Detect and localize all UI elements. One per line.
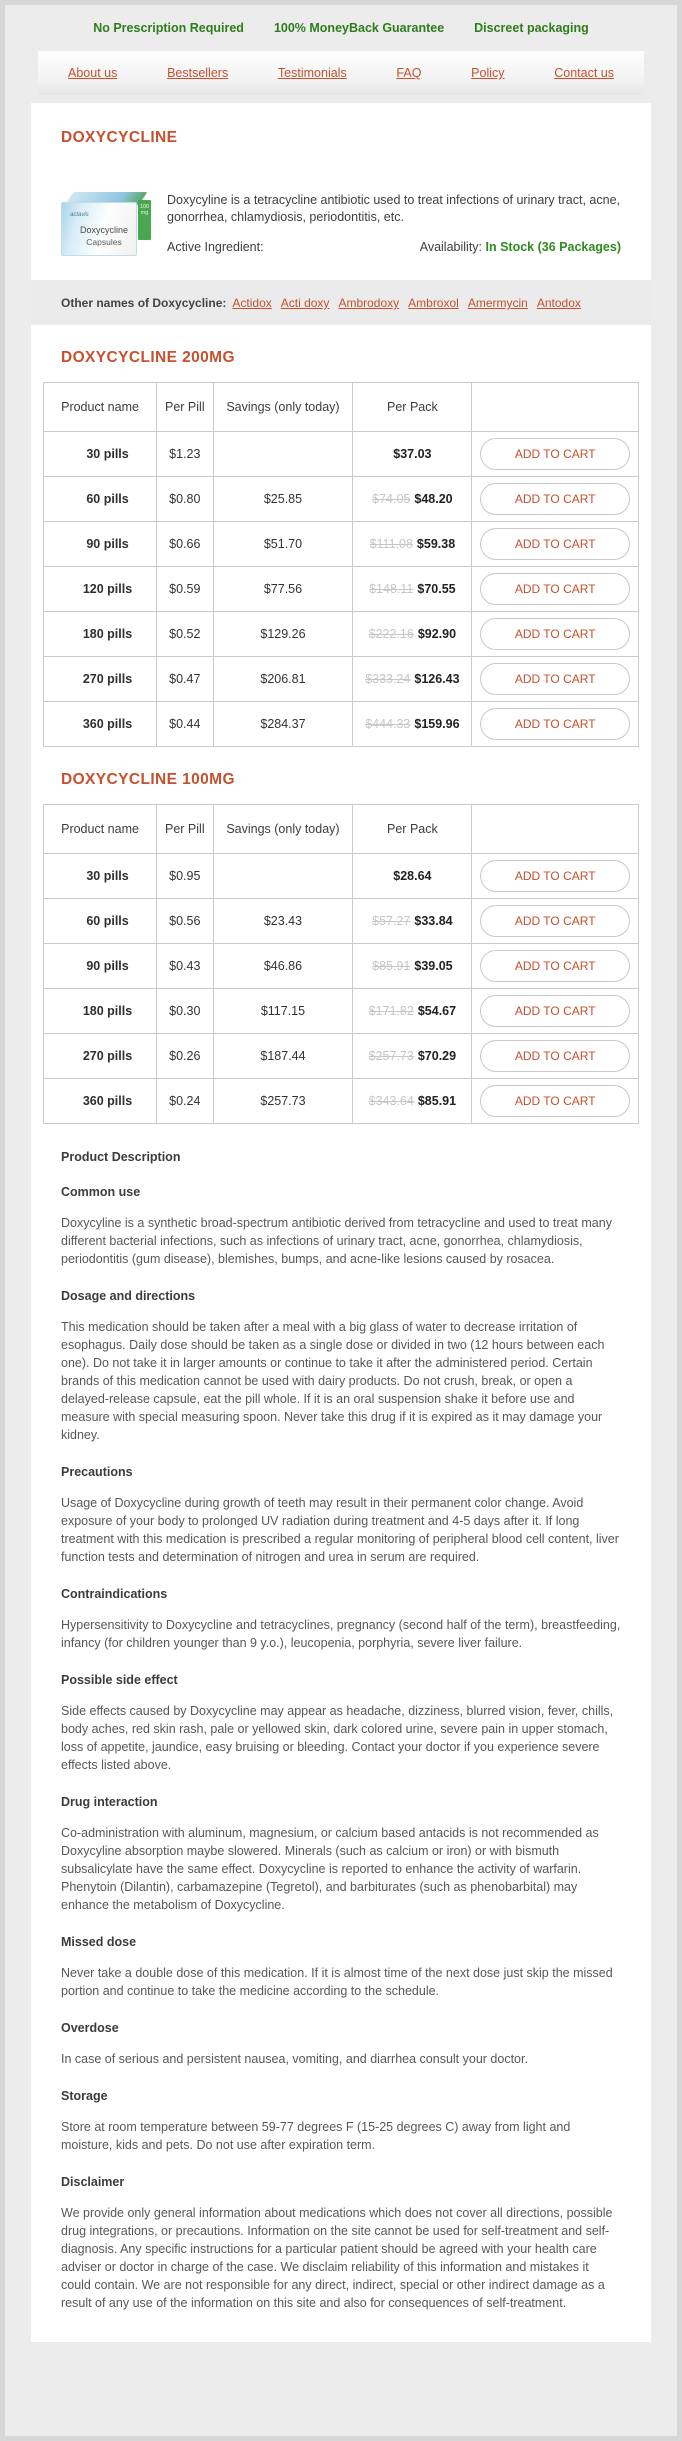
add-to-cart-button[interactable]: ADD TO CART bbox=[480, 483, 630, 515]
cell-cart bbox=[472, 702, 639, 747]
pill-box-face bbox=[61, 202, 137, 256]
col-product-name: Product name bbox=[44, 383, 157, 432]
availability bbox=[420, 240, 621, 254]
section-text: Doxycyline is a synthetic broad-spectrum antibiotic derived from tetracycline and used to treat many different bacterial infections, such as infections of urinary tract, acne, gonorrhea, chlamydiosis, periodontitis (gum disease), blemishes, bumps, and acne-like lesions caused by rosacea. bbox=[61, 1216, 612, 1266]
current-price: $70.55 bbox=[417, 582, 456, 596]
pill-box-dose: 100 mg bbox=[138, 200, 151, 240]
section-text: Store at room temperature between 59-77 degrees F (15-25 degrees C) away from light and moisture, kids and pets. Do not use after expiration term. bbox=[61, 2120, 571, 2152]
cell-per-pack bbox=[353, 989, 472, 1034]
cell-per-pack bbox=[353, 567, 472, 612]
col-cart bbox=[472, 805, 639, 854]
main-content bbox=[31, 103, 651, 2342]
price-row bbox=[44, 522, 639, 567]
price-row bbox=[44, 1034, 639, 1079]
price-row bbox=[44, 612, 639, 657]
cell-per-pill: $0.66 bbox=[157, 522, 214, 567]
cell-product-name: 90 pills bbox=[44, 522, 157, 567]
cell-product-name: 180 pills bbox=[44, 612, 157, 657]
cell-savings: $77.56 bbox=[213, 567, 353, 612]
cell-per-pill: $0.95 bbox=[157, 854, 214, 899]
col-per-pack: Per Pack bbox=[353, 383, 472, 432]
current-price: $28.64 bbox=[393, 869, 432, 883]
old-price: $171.82 bbox=[368, 1004, 414, 1018]
section-heading: Contraindications bbox=[61, 1587, 168, 1601]
current-price: $59.38 bbox=[416, 537, 456, 551]
active-ingredient-label: Active Ingredient: bbox=[167, 240, 264, 254]
cell-product-name: 30 pills bbox=[44, 854, 157, 899]
cell-cart bbox=[472, 657, 639, 702]
price-row bbox=[44, 989, 639, 1034]
other-names-links bbox=[232, 296, 590, 310]
add-to-cart-button[interactable]: ADD TO CART bbox=[480, 1040, 630, 1072]
cell-cart bbox=[472, 1034, 639, 1079]
price-row bbox=[44, 944, 639, 989]
price-row bbox=[44, 657, 639, 702]
add-to-cart-button[interactable]: ADD TO CART bbox=[480, 618, 630, 650]
price-row bbox=[44, 432, 639, 477]
cell-cart bbox=[472, 989, 639, 1034]
current-price: $85.91 bbox=[417, 1094, 457, 1108]
price-row bbox=[44, 702, 639, 747]
section-heading: Drug interaction bbox=[61, 1795, 158, 1809]
other-name-link[interactable]: Acti doxy bbox=[280, 296, 330, 310]
section-heading: Product Description bbox=[61, 1150, 181, 1164]
nav-link[interactable]: Bestsellers bbox=[167, 66, 229, 80]
cell-savings bbox=[213, 854, 353, 899]
cell-per-pack bbox=[353, 477, 472, 522]
benefit-item: 100% MoneyBack Guarantee bbox=[273, 21, 445, 35]
section-heading: Storage bbox=[61, 2089, 108, 2103]
product-info bbox=[167, 192, 621, 258]
current-price: $70.29 bbox=[417, 1049, 457, 1063]
product-description: Doxycyline is a tetracycline antibiotic used to treat infections of urinary tract, acne, gonorrhea, chlamydiosis, periodontitis, etc. bbox=[167, 193, 620, 224]
current-price: $159.96 bbox=[414, 717, 460, 731]
cell-product-name: 120 pills bbox=[44, 567, 157, 612]
current-price: $92.90 bbox=[417, 627, 457, 641]
add-to-cart-button[interactable]: ADD TO CART bbox=[480, 708, 630, 740]
cell-per-pack bbox=[353, 854, 472, 899]
col-per-pill: Per Pill bbox=[157, 805, 214, 854]
table-heading-200mg: DOXYCYCLINE 200MG bbox=[61, 349, 235, 366]
cell-cart bbox=[472, 899, 639, 944]
section-text: Hypersensitivity to Doxycycline and tetracyclines, pregnancy (second half of the term), breastfeeding, infancy (for children younger than 9 y.o.), leucopenia, porphyria, severe liver failure. bbox=[61, 1618, 621, 1650]
cell-product-name: 360 pills bbox=[44, 702, 157, 747]
add-to-cart-button[interactable]: ADD TO CART bbox=[480, 573, 630, 605]
cell-per-pack bbox=[353, 944, 472, 989]
add-to-cart-button[interactable]: ADD TO CART bbox=[480, 1085, 630, 1117]
benefit-item: Discreet packaging bbox=[474, 21, 589, 35]
price-table bbox=[43, 382, 639, 747]
cell-per-pack bbox=[353, 612, 472, 657]
page-title: DOXYCYCLINE bbox=[61, 129, 178, 146]
old-price: $85.91 bbox=[372, 959, 411, 973]
other-name-link[interactable]: Ambrodoxy bbox=[338, 296, 400, 310]
col-cart bbox=[472, 383, 639, 432]
section-heading: Precautions bbox=[61, 1465, 133, 1479]
col-per-pack: Per Pack bbox=[353, 805, 472, 854]
section-heading: Common use bbox=[61, 1185, 141, 1199]
cell-product-name: 360 pills bbox=[44, 1079, 157, 1124]
availability-label: Availability: bbox=[419, 240, 483, 254]
main-nav bbox=[38, 51, 644, 95]
price-row bbox=[44, 854, 639, 899]
cell-savings: $129.26 bbox=[213, 612, 353, 657]
cell-product-name: 90 pills bbox=[44, 944, 157, 989]
cell-per-pill: $0.56 bbox=[157, 899, 214, 944]
other-names-label: Other names of Doxycycline: bbox=[61, 296, 227, 310]
cell-per-pack bbox=[353, 702, 472, 747]
cell-savings: $25.85 bbox=[213, 477, 353, 522]
cell-per-pill: $1.23 bbox=[157, 432, 214, 477]
cell-per-pack bbox=[353, 899, 472, 944]
ingredient-availability-row bbox=[167, 240, 621, 254]
benefit-item: No Prescription Required bbox=[93, 21, 244, 35]
pill-box-name: Doxycycline bbox=[79, 225, 128, 235]
cell-per-pack bbox=[353, 1034, 472, 1079]
other-names-bar bbox=[31, 280, 651, 325]
current-price: $39.05 bbox=[414, 959, 453, 973]
old-price: $57.27 bbox=[372, 914, 411, 928]
cell-per-pill: $0.80 bbox=[157, 477, 214, 522]
availability-value: In Stock (36 Packages) bbox=[485, 240, 621, 254]
cell-savings: $51.70 bbox=[213, 522, 353, 567]
add-to-cart-button[interactable]: ADD TO CART bbox=[480, 438, 630, 470]
old-price: $148.11 bbox=[369, 582, 414, 596]
price-table-200mg bbox=[61, 349, 621, 747]
cell-per-pill: $0.44 bbox=[157, 702, 214, 747]
section-text: We provide only general information about medications which does not cover all directions, possible drug integrations, or precautions. Information on the site cannot be used for self-treatment and self-diagnosis. Any specific instructions for a particular patient should be agreed with your health care adviser or doctor in charge of the case. We disclaim reliability of this information and mistakes it could contain. We are not responsible for any direct, indirect, special or other indirect damage as a result of any use of the information on this site and also for consequences of self-treatment. bbox=[61, 2206, 613, 2310]
product-description-doc bbox=[61, 1150, 621, 2312]
section-text: Usage of Doxycycline during growth of teeth may result in their permanent color change. Avoid exposure of your body to prolonged UV radiation during treatment and 4-5 days after it. If long treatment with this medication is prescribed a regular monitoring of peripheral blood cell content, liver function tests and determination of nitrogen and urea in serum are required. bbox=[61, 1496, 619, 1564]
cell-per-pack bbox=[353, 657, 472, 702]
price-row bbox=[44, 477, 639, 522]
add-to-cart-button[interactable]: ADD TO CART bbox=[480, 950, 630, 982]
current-price: $37.03 bbox=[393, 447, 432, 461]
old-price: $343.64 bbox=[368, 1094, 414, 1108]
product-image bbox=[61, 192, 151, 258]
cell-per-pill: $0.43 bbox=[157, 944, 214, 989]
nav-link[interactable]: FAQ bbox=[396, 66, 422, 80]
cell-per-pill: $0.30 bbox=[157, 989, 214, 1034]
cell-product-name: 180 pills bbox=[44, 989, 157, 1034]
benefits-bar bbox=[5, 5, 677, 47]
cell-per-pack bbox=[353, 432, 472, 477]
cell-cart bbox=[472, 432, 639, 477]
cell-cart bbox=[472, 944, 639, 989]
old-price: $111.08 bbox=[369, 537, 413, 551]
old-price: $444.33 bbox=[365, 717, 411, 731]
section-heading: Overdose bbox=[61, 2021, 119, 2035]
current-price: $33.84 bbox=[414, 914, 453, 928]
cell-savings: $257.73 bbox=[213, 1079, 353, 1124]
price-table-100mg bbox=[61, 771, 621, 1124]
col-product-name: Product name bbox=[44, 805, 157, 854]
cell-per-pack bbox=[353, 522, 472, 567]
cell-per-pill: $0.26 bbox=[157, 1034, 214, 1079]
section-heading: Disclaimer bbox=[61, 2175, 125, 2189]
cell-cart bbox=[472, 477, 639, 522]
nav-link[interactable]: Contact us bbox=[554, 66, 614, 80]
nav-link[interactable]: About us bbox=[68, 66, 118, 80]
nav-link[interactable]: Policy bbox=[471, 66, 505, 80]
nav-link[interactable]: Testimonials bbox=[277, 66, 347, 80]
section-heading: Missed dose bbox=[61, 1935, 137, 1949]
table-header-row bbox=[44, 805, 639, 854]
price-row bbox=[44, 1079, 639, 1124]
add-to-cart-button[interactable]: ADD TO CART bbox=[480, 995, 630, 1027]
old-price: $74.05 bbox=[372, 492, 411, 506]
other-name-link[interactable]: Ambroxol bbox=[408, 296, 459, 310]
cell-cart bbox=[472, 567, 639, 612]
price-table bbox=[43, 804, 639, 1124]
cell-per-pill: $0.24 bbox=[157, 1079, 214, 1124]
add-to-cart-button[interactable]: ADD TO CART bbox=[480, 663, 630, 695]
section-heading: Dosage and directions bbox=[61, 1289, 196, 1303]
old-price: $257.73 bbox=[368, 1049, 414, 1063]
product-summary bbox=[61, 192, 621, 258]
cell-cart bbox=[472, 1079, 639, 1124]
old-price: $333.24 bbox=[365, 672, 411, 686]
pill-box-form: Capsules bbox=[86, 237, 122, 247]
cell-per-pack bbox=[353, 1079, 472, 1124]
section-text: In case of serious and persistent nausea, vomiting, and diarrhea consult your doctor. bbox=[61, 2052, 528, 2066]
col-savings: Savings (only today) bbox=[213, 383, 353, 432]
section-text: This medication should be taken after a meal with a big glass of water to decrease irritation of esophagus. Daily dose should be taken as a single dose or divided in two (12 hours between each one). Do not take it in larger amounts or continue to take it after the administered period. Certain brands of this medication cannot be used with dairy products. Do not crush, break, or open a delayed-release capsule, eat the pill whole. If it is an oral suspension shake it before use and measure with special measuring spoon. Never take this drug if it is expired as it may damage your kidney. bbox=[61, 1320, 605, 1442]
cell-product-name: 270 pills bbox=[44, 1034, 157, 1079]
col-savings: Savings (only today) bbox=[213, 805, 353, 854]
cell-cart bbox=[472, 854, 639, 899]
cell-product-name: 30 pills bbox=[44, 432, 157, 477]
table-header-row bbox=[44, 383, 639, 432]
price-row bbox=[44, 567, 639, 612]
section-text: Side effects caused by Doxycycline may appear as headache, dizziness, blurred vision, fever, chills, body aches, red skin rash, pale or yellowed skin, dark colored urine, severe pain in upper stomach, loss of appetite, jaundice, easy bruising or bleeding. Contact your doctor if you experience severe effects listed above. bbox=[61, 1704, 614, 1772]
cell-savings: $206.81 bbox=[213, 657, 353, 702]
current-price: $48.20 bbox=[414, 492, 453, 506]
add-to-cart-button[interactable]: ADD TO CART bbox=[480, 528, 630, 560]
cell-cart bbox=[472, 612, 639, 657]
cell-savings: $46.86 bbox=[213, 944, 353, 989]
add-to-cart-button[interactable]: ADD TO CART bbox=[480, 905, 630, 937]
cell-per-pill: $0.52 bbox=[157, 612, 214, 657]
cell-savings: $23.43 bbox=[213, 899, 353, 944]
cell-per-pill: $0.59 bbox=[157, 567, 214, 612]
other-name-link[interactable]: Antodox bbox=[536, 296, 581, 310]
cell-savings: $117.15 bbox=[213, 989, 353, 1034]
old-price: $222.16 bbox=[368, 627, 414, 641]
cell-product-name: 270 pills bbox=[44, 657, 157, 702]
cell-savings: $284.37 bbox=[213, 702, 353, 747]
cell-savings bbox=[213, 432, 353, 477]
section-text: Co-administration with aluminum, magnesium, or calcium based antacids is not recommended as Doxycyline absorption maybe slowered. Minerals (such as calcium or iron) or with bismuth subsalicylate have the same effect. Doxycycline is reported to enhance the activity of warfarin. Phenytoin (Dilantin), carbamazepine (Tegretol), and barbiturates (such as phenobarbital) may enhance the metabolism of Doxycycline. bbox=[61, 1826, 599, 1912]
cell-cart bbox=[472, 522, 639, 567]
other-name-link[interactable]: Amermycin bbox=[467, 296, 528, 310]
pill-box-brand: actavis bbox=[70, 212, 89, 218]
cell-savings: $187.44 bbox=[213, 1034, 353, 1079]
current-price: $54.67 bbox=[417, 1004, 457, 1018]
section-text: Never take a double dose of this medication. If it is almost time of the next dose just skip the missed portion and continue to take the medicine according to the schedule. bbox=[61, 1966, 613, 1998]
add-to-cart-button[interactable]: ADD TO CART bbox=[480, 860, 630, 892]
other-name-link[interactable]: Actidox bbox=[232, 296, 272, 310]
cell-product-name: 60 pills bbox=[44, 477, 157, 522]
price-row bbox=[44, 899, 639, 944]
table-heading-100mg: DOXYCYCLINE 100MG bbox=[61, 771, 235, 788]
cell-per-pill: $0.47 bbox=[157, 657, 214, 702]
current-price: $126.43 bbox=[414, 672, 460, 686]
col-per-pill: Per Pill bbox=[157, 383, 214, 432]
cell-product-name: 60 pills bbox=[44, 899, 157, 944]
section-heading: Possible side effect bbox=[61, 1673, 178, 1687]
